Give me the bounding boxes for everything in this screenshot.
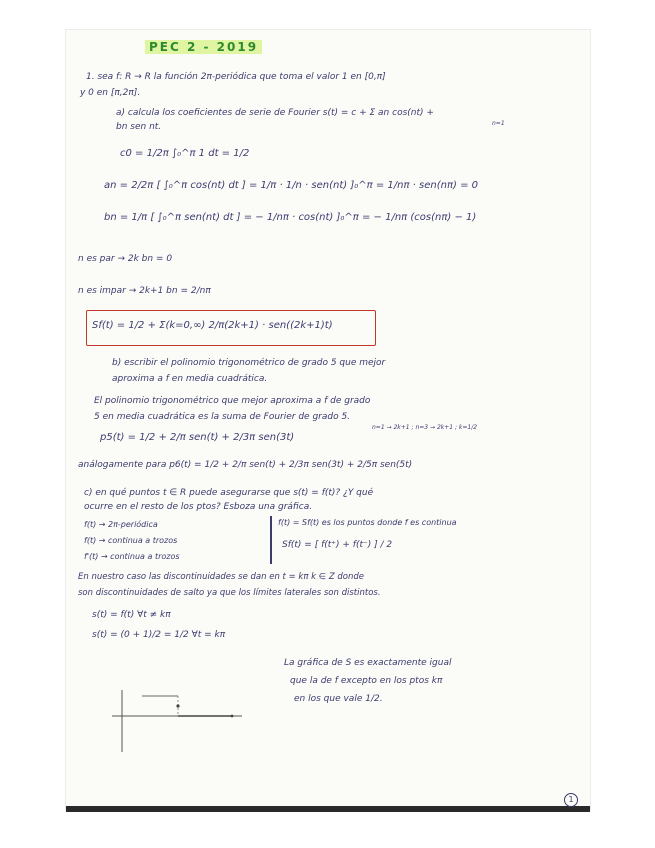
bn-formula: bn = 1/π [ ∫₀^π sen(nt) dt ] = − 1/nπ · cos(nt) ]₀^π = − 1/nπ (cos(nπ) − 1) bbox=[104, 212, 477, 223]
dirichlet-average: Sf(t) = [ f(t⁺) + f(t⁻) ] / 2 bbox=[282, 540, 393, 550]
discontinuity-note-2: son discontinuidades de salto ya que los límites laterales son distintos. bbox=[78, 588, 381, 598]
discontinuity-note-1: En nuestro caso las discontinuidades se dan en t = kπ k ∈ Z donde bbox=[78, 572, 365, 582]
page-title: PEC 2 - 2019 bbox=[145, 40, 262, 54]
condition-periodic: f(t) → 2π-periódica bbox=[84, 520, 158, 529]
side-notes: n=1 → 2k+1 ; n=3 → 2k+1 ; k=1/2 bbox=[372, 424, 478, 431]
condition-derivative-continuous: f'(t) → continua a trozos bbox=[84, 552, 180, 561]
equality-condition: s(t) = f(t) ∀t ≠ kπ bbox=[92, 610, 171, 620]
fourier-series-result: Sf(t) = 1/2 + Σ(k=0,∞) 2/π(2k+1) · sen((2k+1)t) bbox=[92, 320, 333, 331]
n-even-case: n es par → 2k bn = 0 bbox=[78, 254, 173, 264]
part-c-statement-1: c) en qué puntos t ∈ R puede asegurarse que s(t) = f(t)? ¿Y qué bbox=[84, 488, 374, 498]
part-a-statement: a) calcula los coeficientes de serie de Fourier s(t) = c + Σ an cos(nt) + bbox=[116, 108, 434, 118]
graph-midpoint-dot bbox=[176, 704, 179, 707]
jump-value: s(t) = (0 + 1)/2 = 1/2 ∀t = kπ bbox=[92, 630, 226, 640]
graph-description-2: que la de f excepto en los ptos kπ bbox=[290, 676, 443, 686]
page-number: 1 bbox=[564, 793, 578, 807]
graph-description-1: La gráfica de S es exactamente igual bbox=[284, 658, 452, 668]
part-b-answer-2: 5 en media cuadrática es la suma de Fourier de grado 5. bbox=[94, 412, 351, 422]
part-b-statement-2: aproxima a f en media cuadrática. bbox=[112, 374, 268, 384]
an-formula: an = 2/2π [ ∫₀^π cos(nt) dt ] = 1/π · 1/n · sen(nt) ]₀^π = 1/nπ · sen(nπ) = 0 bbox=[104, 180, 478, 191]
part-b-statement-1: b) escribir el polinomio trigonométrico de grado 5 que mejor bbox=[112, 358, 386, 368]
graph-description-3: en los que vale 1/2. bbox=[294, 694, 383, 704]
condition-piecewise-continuous: f(t) → continua a trozos bbox=[84, 536, 178, 545]
problem-statement-line-2: y 0 en [π,2π]. bbox=[80, 88, 141, 98]
p5-polynomial: p5(t) = 1/2 + 2/π sen(t) + 2/3π sen(3t) bbox=[100, 432, 295, 443]
sheet-shadow bbox=[66, 806, 590, 812]
problem-statement-line-1: 1. sea f: R → R la función 2π-periódica que toma el valor 1 en [0,π] bbox=[86, 72, 386, 82]
graph-end-dot bbox=[231, 715, 234, 718]
p6-polynomial: análogamente para p6(t) = 1/2 + 2/π sen(t) + 2/3π sen(3t) + 2/5π sen(5t) bbox=[78, 460, 413, 470]
part-c-statement-2: ocurre en el resto de los ptos? Esboza una gráfica. bbox=[84, 502, 313, 512]
part-a-statement-end: bn sen nt. bbox=[116, 122, 162, 132]
sketch-graph bbox=[112, 686, 262, 756]
part-b-answer-1: El polinomio trigonométrico que mejor aproxima a f de grado bbox=[94, 396, 371, 406]
sum-index-label: n=1 bbox=[492, 120, 505, 127]
brace-divider bbox=[270, 516, 272, 564]
n-odd-case: n es impar → 2k+1 bn = 2/nπ bbox=[78, 286, 211, 296]
c0-formula: c0 = 1/2π ∫₀^π 1 dt = 1/2 bbox=[120, 148, 250, 159]
dirichlet-continuity: f(t) = Sf(t) es los puntos donde f es continua bbox=[278, 518, 457, 527]
